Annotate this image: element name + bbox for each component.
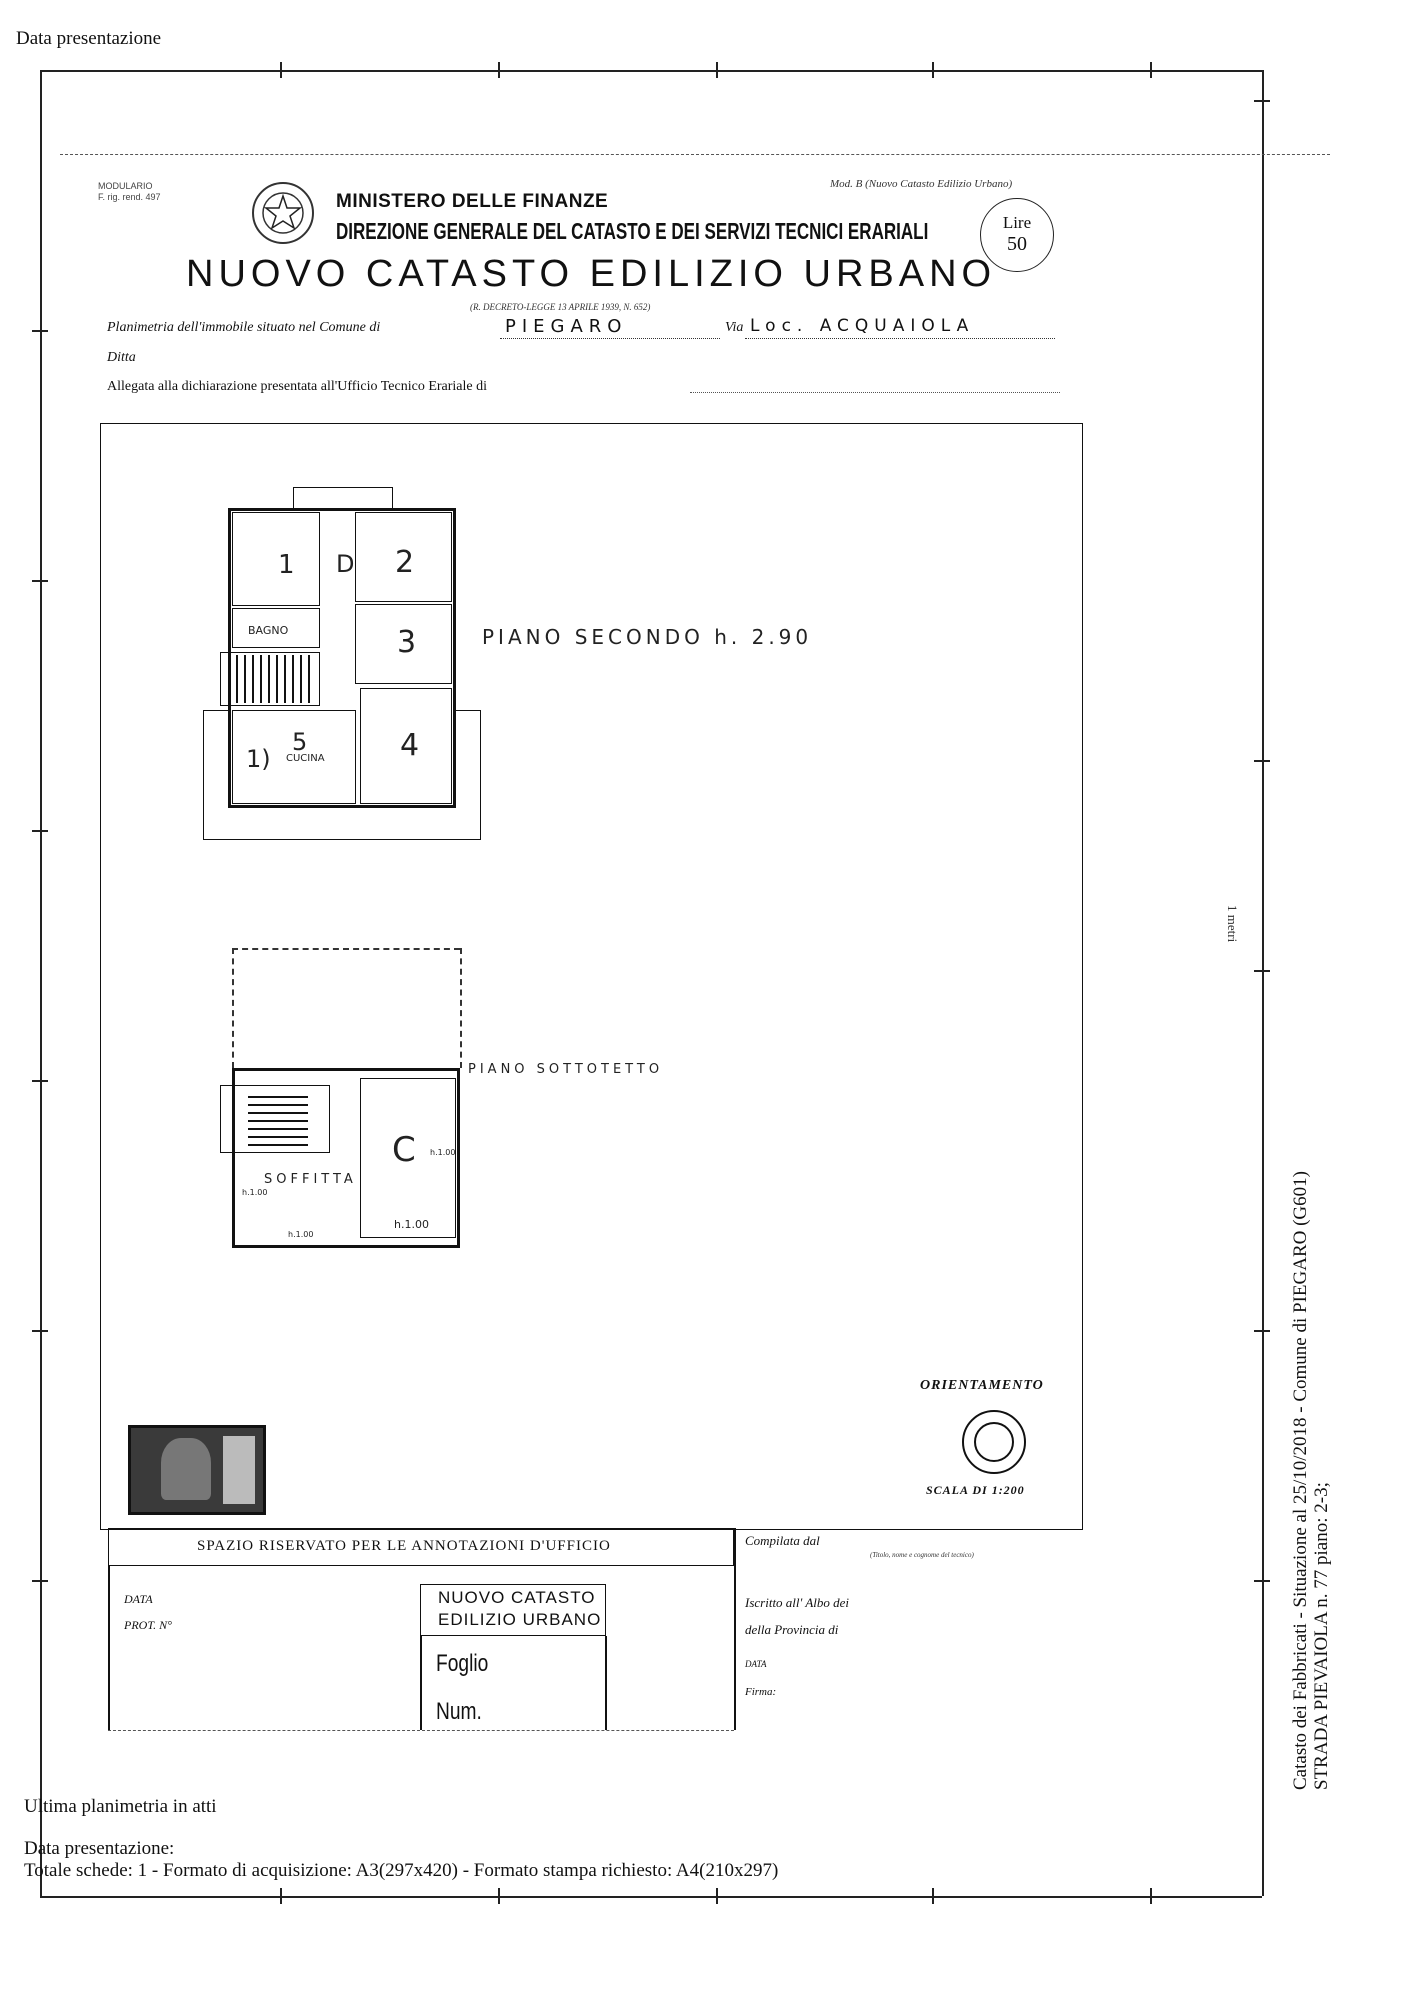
spazio-riservato-label: SPAZIO RISERVATO PER LE ANNOTAZIONI D'UFFICIO <box>197 1538 611 1554</box>
room-5-label: 5 <box>292 728 308 756</box>
totale-schede: Totale schede: 1 - Formato di acquisizione: A3(297x420) - Formato stampa richiesto: A4(210x297) <box>24 1860 779 1881</box>
revenue-stamp-icon <box>128 1425 266 1515</box>
scale-mark: 1 metri <box>1225 905 1240 943</box>
height-label-2: h.1.00 <box>242 1188 268 1197</box>
tick <box>280 62 282 78</box>
direzione-title: DIREZIONE GENERALE DEL CATASTO E DEI SERVIZI TECNICI ERARIALI <box>336 218 929 244</box>
stamp-lire-label: Lire <box>1002 213 1032 232</box>
height-label-1: h.1.00 <box>430 1148 456 1157</box>
modulario-ref: F. rig. rend. 497 <box>98 192 161 202</box>
scala-label: SCALA DI 1:200 <box>926 1483 1025 1497</box>
tick <box>498 1888 500 1904</box>
attic-dashed-left <box>232 948 234 1068</box>
room-c-label: C <box>392 1130 416 1170</box>
tick <box>32 1080 48 1082</box>
ncu-left-line <box>420 1636 422 1730</box>
data-presentazione-footer: Data presentazione: <box>24 1838 175 1859</box>
room-1-label: 1 <box>278 550 295 580</box>
ministry-title: MINISTERO DELLE FINANZE <box>336 191 609 212</box>
data2-label: DATA <box>745 1659 767 1669</box>
comune-value: PIEGARO <box>505 316 628 337</box>
mod-b-label: Mod. B (Nuovo Catasto Edilizio Urbano) <box>830 178 1013 190</box>
comune-underline <box>500 338 720 339</box>
via-label: Via <box>725 320 744 335</box>
firma-label: Firma: <box>745 1686 777 1698</box>
room-1b-label: 1) <box>246 745 271 773</box>
lire-stamp <box>980 198 1054 272</box>
tick <box>32 580 48 582</box>
room-4-label: 4 <box>400 728 420 763</box>
compilata-note: (Titolo, nome e cognome del tecnico) <box>870 1551 974 1559</box>
frame-top-line <box>40 70 1262 72</box>
modulario-label: MODULARIO <box>98 181 153 191</box>
room-bagno-label: BAGNO <box>248 624 289 637</box>
provincia-label: della Provincia di <box>745 1622 839 1637</box>
terrace-left <box>203 710 229 840</box>
attic-floor-label: PIANO SOTTOTETTO <box>468 1062 664 1077</box>
via-value: Loc. ACQUAIOLA <box>750 316 975 336</box>
ditta-label: Ditta <box>107 350 136 365</box>
tick <box>1254 970 1270 972</box>
attic-stairs-icon <box>248 1092 308 1146</box>
tick <box>716 1888 718 1904</box>
office-divider-line <box>734 1528 736 1730</box>
frame-right-line <box>1262 70 1264 1896</box>
compilata-label: Compilata dal <box>745 1533 820 1548</box>
stamp-value: 50 <box>1007 233 1027 255</box>
room-2-label: 2 <box>395 545 415 580</box>
compass-icon <box>962 1410 1026 1474</box>
tick <box>32 1580 48 1582</box>
stairs-icon <box>228 655 312 703</box>
frame-left-line <box>40 70 42 1896</box>
office-left-line <box>108 1566 110 1730</box>
planimetria-label: Planimetria dell'immobile situato nel Comune di <box>107 320 381 335</box>
allegata-label: Allegata alla dichiarazione presentata all'Ufficio Tecnico Erariale di <box>107 379 488 394</box>
attic-dashed-right <box>460 948 462 1068</box>
side-info-line2: STRADA PIEVAIOLA n. 77 piano: 2-3; <box>1311 1482 1332 1790</box>
room-d-label: D <box>336 550 355 578</box>
side-info-line1: Catasto dei Fabbricati - Situazione al 25/10/2018 - Comune di PIEGARO (G601) <box>1290 1171 1311 1790</box>
prot-label: PROT. N° <box>124 1618 172 1632</box>
tick <box>1150 62 1152 78</box>
tick <box>1150 1888 1152 1904</box>
office-bottom-line <box>108 1730 734 1731</box>
header-divider <box>60 154 1330 155</box>
soffitta-label: SOFFITTA <box>264 1172 357 1187</box>
iscritto-label: Iscritto all' Albo dei <box>745 1595 850 1610</box>
document-title: NUOVO CATASTO EDILIZIO URBANO <box>186 253 997 295</box>
data-presentazione-top: Data presentazione <box>16 28 162 49</box>
tick <box>716 62 718 78</box>
tick <box>32 1330 48 1332</box>
foglio-label: Foglio <box>436 1650 489 1677</box>
decree-label: (R. DECRETO-LEGGE 13 APRILE 1939, N. 652) <box>470 302 651 312</box>
frame-bottom-line <box>40 1896 1262 1898</box>
data-label: DATA <box>124 1592 153 1606</box>
via-underline <box>745 338 1055 339</box>
tick <box>932 1888 934 1904</box>
room-1 <box>232 512 320 606</box>
orientamento-label: ORIENTAMENTO <box>920 1378 1044 1393</box>
height-label-3: h.1.00 <box>288 1230 314 1239</box>
tick <box>1254 100 1270 102</box>
terrace-right <box>455 710 481 840</box>
tick <box>32 830 48 832</box>
balcony-top <box>293 487 393 509</box>
upper-floor-label: PIANO SECONDO h. 2.90 <box>482 625 813 649</box>
ncu-right-line <box>605 1636 607 1730</box>
ultima-planimetria: Ultima planimetria in atti <box>24 1796 217 1817</box>
height-label-4: h.1.00 <box>394 1218 429 1231</box>
attic-dashed-top <box>232 948 460 950</box>
ncu-line2: EDILIZIO URBANO <box>438 1610 602 1629</box>
tick <box>1254 1330 1270 1332</box>
tick <box>498 62 500 78</box>
room-cucina-label: CUCINA <box>286 753 325 764</box>
tick <box>32 330 48 332</box>
allegata-underline <box>690 392 1060 393</box>
tick <box>1254 1580 1270 1582</box>
ncu-line1: NUOVO CATASTO <box>438 1588 596 1607</box>
terrace-bottom <box>203 839 481 840</box>
num-label: Num. <box>436 1698 482 1725</box>
republic-emblem-icon <box>250 180 316 246</box>
room-3-label: 3 <box>397 625 417 660</box>
tick <box>280 1888 282 1904</box>
tick <box>932 62 934 78</box>
tick <box>1254 760 1270 762</box>
